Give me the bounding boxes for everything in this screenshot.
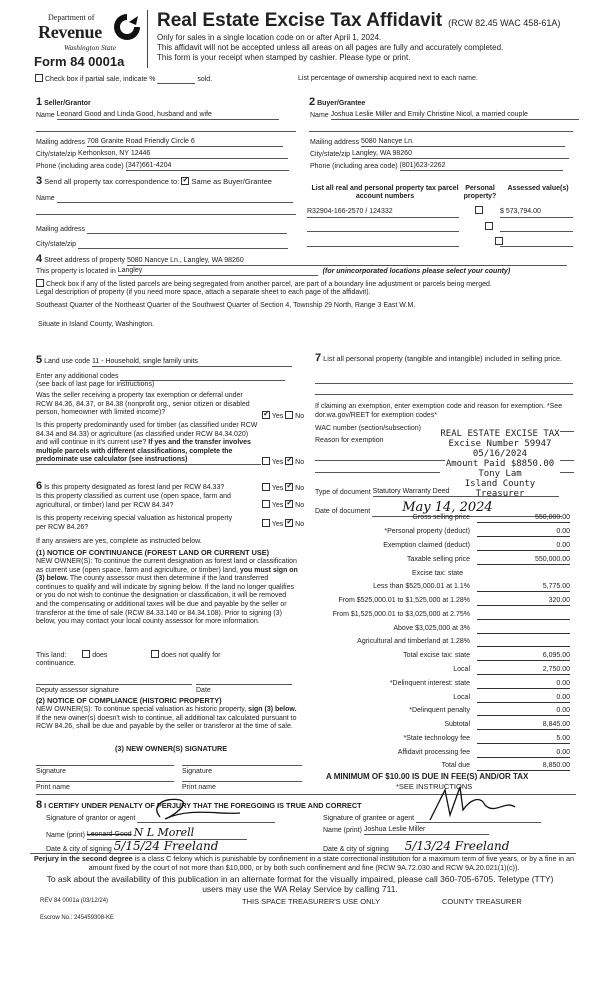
personal-property-line-1[interactable]: [315, 383, 573, 384]
corr-city-row: City/state/zip: [36, 240, 288, 249]
grantee-name-field[interactable]: Joshua Leslie Miller: [364, 826, 489, 835]
see-instructions: *SEE INSTRUCTIONS: [396, 782, 473, 791]
land-use-code-field[interactable]: 11 - Household, single family units: [92, 358, 292, 367]
seller-mailing-row: Mailing address 708 Granite Road Friendly Circle 6: [36, 138, 283, 147]
page-title: Real Estate Excise Tax Affidavit (RCW 82.45 WAC 458-61A): [157, 10, 561, 31]
assessed-value-field[interactable]: [500, 237, 573, 247]
doc-date-row: Date of document May 14, 2024: [315, 500, 562, 517]
owner-signature-line-1[interactable]: [36, 765, 174, 766]
fee-value[interactable]: 550,000.00: [477, 512, 570, 523]
corr-name-field[interactable]: [57, 194, 293, 203]
does-not-qualify-checkbox[interactable]: [151, 650, 159, 658]
forest-yes-no: Yes ✓ No: [262, 483, 304, 493]
exemption-no-checkbox[interactable]: [285, 411, 293, 419]
buyer-city-field[interactable]: Langley, WA 98260: [352, 150, 569, 159]
personal-property-line-2[interactable]: [315, 394, 573, 395]
seller-city-row: City/state/zip Kerhonkson, NY 12446: [36, 150, 288, 159]
wac-label: WAC number (section/subsection): [315, 425, 421, 432]
seller-name-field[interactable]: Leonard Good and Linda Good, husband and wife: [57, 111, 279, 120]
fee-row-tech-fee: *State technology fee 5.00: [403, 735, 570, 742]
treasurer-space-label: THIS SPACE TREASURER'S USE ONLY: [242, 897, 381, 906]
grantor-date-row: Date & city of signing 5/15/24 Freeland: [46, 839, 282, 854]
exemption-note: If claiming an exemption, enter exemption code and reason for exemption. *See dor.wa.gov/REET for exemption codes*: [315, 403, 563, 419]
current-use-question: Is this property classified as current use (open space, farm and agricultural, or timber) land per RCW 84.34?: [36, 493, 231, 509]
current-use-yes-checkbox[interactable]: [262, 500, 270, 508]
segregated-row: Check box if any of the listed parcels are being segregated from another parcel, are part of a boundary line adjustment or parcels being merged.: [36, 279, 492, 289]
forest-no-checkbox[interactable]: [285, 483, 293, 491]
accessibility-notice: To ask about the availability of this publication in an alternate format for the visually impaired, please call 360-705-6705. Teletype (TTY) users may use the WA Relay Service by calling 711.: [46, 874, 554, 894]
grantor-name-field[interactable]: Leonard Good N L Morell: [87, 826, 247, 840]
seller-mailing-field[interactable]: 708 Granite Road Friendly Circle 6: [87, 138, 283, 147]
notice2-text: NEW OWNER(S): To continue special valuation as historic property, sign (3) below. If the new owner(s) doesn't wish to continue, all additional tax calculated pursuant to RCW 84.26, shall be due and payable by the seller or transferor at the time of sale.: [36, 706, 297, 731]
seller-phone-row: Phone (including area code) (347)661-4204: [36, 162, 289, 171]
personal-property-checkbox[interactable]: [485, 222, 493, 230]
fee-value[interactable]: 0.00: [477, 526, 570, 537]
dept-name: Revenue: [38, 22, 102, 42]
current-use-no-checkbox[interactable]: [285, 500, 293, 508]
buyer-name-line2: [309, 131, 573, 132]
fee-value[interactable]: 8,850.00: [477, 760, 570, 771]
legal-label: Legal description of property (if you need more space, attach a separate sheet to each page of the affidavit).: [36, 289, 371, 296]
county-treasurer-label: COUNTY TREASURER: [442, 897, 522, 906]
fee-value[interactable]: 0.00: [477, 747, 570, 758]
fee-row-tier3: From $1,525,000.01 to $3,025,000 at 2.75%: [310, 609, 580, 622]
continuance-label: continuance.: [36, 660, 76, 667]
header-notes: Only for sales in a single location code on or after April 1, 2024. This affidavit will not be accepted unless all areas on all pages are fully and accurately completed. This form is your receipt when stamped by cashier. Please type or print.: [157, 33, 504, 62]
this-land-row: This land: does does not qualify for: [36, 652, 221, 659]
fee-value[interactable]: 5.00: [477, 733, 570, 744]
fee-row-exemption: Exemption claimed (deduct) 0.00: [383, 542, 570, 549]
grantor-date-field[interactable]: 5/15/24 Freeland: [114, 839, 282, 854]
partial-sale-percent-input[interactable]: [157, 75, 195, 84]
treasurer-stamp: REAL ESTATE EXCISE TAX Excise Number 59947 05/16/2024 Amount Paid $8850.00 Tony Lam Island County Treasurer: [440, 429, 560, 499]
current-use-yes-no: Yes ✓ No: [262, 500, 304, 510]
fee-row-excise-header: Excise tax: state: [412, 570, 463, 577]
print-name-label-2: Print name: [182, 784, 216, 791]
grantee-signature-row: Signature of grantee or agent: [323, 814, 541, 823]
doc-type-field[interactable]: Statutory Warranty Deed: [373, 488, 559, 497]
reason-line-2-tail: [560, 472, 574, 473]
fee-value[interactable]: 0.00: [477, 705, 570, 716]
fee-value[interactable]: 8,845.00: [477, 719, 570, 730]
certify-heading: 8 I CERTIFY UNDER PENALTY OF PERJURY THAT THE FOREGOING IS TRUE AND CORRECT: [36, 799, 362, 811]
fee-row-delinquent-local: Local 0.00: [453, 694, 570, 701]
personal-property-label: 7 List all personal property (tangible and intangible) included in selling price.: [315, 352, 563, 364]
minimum-notice: A MINIMUM OF $10.00 IS DUE IN FEE(S) AND/OR TAX: [326, 772, 529, 781]
rev-number: REV 84 0001a (03/12/24): [40, 898, 109, 904]
does-qualify-checkbox[interactable]: [82, 650, 90, 658]
signature-label-1: Signature: [36, 768, 66, 775]
grantor-signature-scribble-icon: [120, 795, 290, 825]
seller-phone-field[interactable]: (347)661-4204: [126, 162, 289, 171]
partial-sale-checkbox[interactable]: [35, 74, 43, 82]
grantor-name-row: Name (print) Leonard Good N L Morell: [46, 826, 247, 840]
grantee-date-row: Date & city of signing 5/13/24 Freeland: [323, 839, 529, 854]
assessed-value-field[interactable]: $ 573,794.00: [500, 208, 573, 218]
fee-row-agricultural: Agricultural and timberland at 1.28%: [310, 636, 580, 649]
fee-value[interactable]: [477, 609, 570, 620]
assessed-value-field[interactable]: [500, 222, 573, 232]
personal-col-header: Personal property?: [463, 185, 497, 201]
notice3-title: (3) NEW OWNER(S) SIGNATURE: [115, 744, 228, 753]
reason-line-1[interactable]: [315, 460, 445, 461]
same-as-buyer-checkbox[interactable]: [181, 177, 189, 185]
fee-value[interactable]: [477, 623, 570, 634]
print-name-label-1: Print name: [36, 784, 70, 791]
fee-row-processing-fee: Affidavit processing fee 0.00: [397, 749, 570, 756]
corr-mailing-field[interactable]: [87, 225, 287, 234]
state-label: Washington State: [64, 43, 117, 52]
dor-logo: [30, 10, 150, 70]
buyer-mailing-row: Mailing address 5080 Nancye Ln.: [310, 138, 565, 147]
grantor-signature-row: Signature of grantor or agent: [46, 814, 275, 823]
land-use-row: 5 Land use code 11 - Household, single family units: [36, 354, 292, 367]
notice1-text: NEW OWNER(S): To continue the current designation as forest land or classification as current use (open space, farm and agriculture, or timber) land, you must sign on (3) below. The county assessor must then determine if the land transferred continues to qualify and will indicate by signing below. If the land no longer qualifies or you do not wish to continue the designation or classification, it will be removed and the compensating or additional taxes will be due and payable by the seller or transferor at the time of sale (RCW 84.33.140 or 84.34.108). Prior to signing (3) below, you may contact your local county assessor for more information.: [36, 558, 298, 626]
perjury-notice: Perjury in the second degree is a class C felony which is punishable by confinement in a state correctional institution for a maximum term of five years, or by a fine in an amount fixed by the court of not more than $10,000, or by both such confinement and fine (RCW 9A.72.030 and RCW 9A.20.021(1)(c)).: [33, 854, 575, 872]
deputy-sig-label: Deputy assessor signature: [36, 687, 119, 694]
corr-name-line2: [36, 214, 296, 215]
doc-type-row: Type of document Statutory Warranty Deed: [315, 488, 559, 497]
legal-description-line1[interactable]: Southeast Quarter of the Northeast Quarter of the Southwest Quarter of Section 4, Township 29 North, Range 3 East W.M.: [36, 302, 416, 309]
historic-no-checkbox[interactable]: [285, 519, 293, 527]
wac-number-field[interactable]: [560, 431, 574, 432]
fee-row-tier4: Above $3,025,000 at 3%: [310, 623, 580, 636]
fee-value[interactable]: 6,095.00: [477, 650, 570, 661]
statute-ref: (RCW 82.45 WAC 458-61A): [448, 18, 561, 28]
additional-codes-hint: (see back of last page for instructions): [36, 381, 155, 388]
signature-label-2: Signature: [182, 768, 212, 775]
buyer-phone-row: Phone (including area code) (801)623-2262: [310, 162, 563, 171]
exemption-question: Was the seller receiving a property tax exemption or deferral under RCW 84.36, 84.37, or 84.38 (nonprofit org., senior citizen or disabled person, homeowner with limited income)?: [36, 392, 250, 417]
if-yes-note: If any answers are yes, complete as instructed below.: [36, 538, 202, 545]
seller-heading: 1 Seller/Grantor: [36, 96, 91, 108]
fee-value[interactable]: 5,775.00: [477, 581, 570, 592]
fee-row-total-state: Total excise tax: state 6,095.00: [403, 652, 570, 659]
owner-print-line-2[interactable]: [182, 781, 302, 782]
fee-row-gross: Gross selling price 550,000.00: [412, 514, 570, 521]
personal-property-checkbox[interactable]: [475, 206, 483, 214]
fee-row-delinquent-penalty: *Delinquent penalty 0.00: [409, 707, 570, 714]
timber-question: Is this property predominantly used for timber (as classified under RCW 84.34 and 84.33) or agriculture (as classified under RCW 84.34.020) and will continue in it's current use? If yes and the transfer involves multiple parcels with different classifications, complete the predominate use calculator (see instructions): [36, 422, 258, 464]
seller-city-field[interactable]: Kerhonkson, NY 12446: [78, 150, 288, 159]
fee-value[interactable]: [477, 636, 570, 647]
fee-value[interactable]: 2,750.00: [477, 664, 570, 675]
grantee-date-field[interactable]: 5/13/24 Freeland: [391, 839, 529, 854]
timber-no-checkbox[interactable]: [285, 457, 293, 465]
historic-yes-no: Yes ✓ No: [262, 519, 304, 529]
exemption-yes-checkbox[interactable]: [262, 411, 270, 419]
fee-row-local: Local 2,750.00: [453, 666, 570, 673]
fee-row-tier2: From $525,000.01 to $1,525,000 at 1.28% 320.00: [338, 597, 570, 604]
parcel-number-field[interactable]: R32904-166-2570 / 124332: [307, 208, 459, 218]
street-address-field[interactable]: 5080 Nancye Ln., Langley, WA 98260: [127, 257, 567, 266]
buyer-heading: 2 Buyer/Grantee: [309, 96, 366, 108]
deputy-date-label: Date: [196, 687, 211, 694]
additional-codes-row: Enter any additional codes: [36, 372, 285, 381]
deputy-date-line[interactable]: [196, 684, 292, 685]
legal-description-line2[interactable]: Situate in Island County, Washington.: [38, 321, 154, 328]
correspondence-row: 3 Send all property tax correspondence to: ✓ Same as Buyer/Grantee: [36, 175, 272, 188]
located-row: This property is located in Langley (for unincorporated locations please select your county): [36, 267, 511, 275]
dept-label: Department of: [48, 13, 95, 22]
notice2-title: (2) NOTICE OF COMPLIANCE (HISTORIC PROPERTY): [36, 696, 222, 705]
buyer-phone-field[interactable]: (801)623-2262: [400, 162, 563, 171]
buyer-mailing-field[interactable]: 5080 Nancye Ln.: [361, 138, 565, 147]
timber-yes-checkbox[interactable]: [262, 457, 270, 465]
parcel-number-field[interactable]: [307, 237, 459, 247]
reason-line-1-tail: [560, 460, 574, 461]
forest-yes-checkbox[interactable]: [262, 483, 270, 491]
historic-question: Is this property receiving special valuation as historical property per RCW 84.26?: [36, 515, 233, 531]
fee-row-subtotal: Subtotal 8,845.00: [444, 721, 570, 728]
partial-sale-row: Check box if partial sale, indicate % sold.: [35, 74, 212, 84]
seller-name-line2: [36, 131, 296, 132]
notice1-title: (1) NOTICE OF CONTINUANCE (FOREST LAND OR CURRENT USE): [36, 548, 270, 557]
timber-yes-no: Yes ✓ No: [262, 457, 304, 467]
fee-row-delinquent-state: *Delinquent interest: state 0.00: [389, 680, 570, 687]
header-divider: [147, 10, 148, 68]
street-row: 4 Street address of property 5080 Nancye Ln., Langley, WA 98260: [36, 253, 567, 266]
fee-value[interactable]: 320.00: [477, 595, 570, 606]
dor-swirl-icon: [112, 12, 142, 42]
located-in-field[interactable]: Langley: [118, 267, 318, 276]
parcel-number-field[interactable]: [307, 222, 459, 232]
corr-mailing-row: Mailing address: [36, 225, 287, 234]
form-number: Form 84 0001a: [34, 54, 125, 69]
timber-underline: [36, 464, 261, 465]
fee-value[interactable]: 550,000.00: [477, 554, 570, 565]
ownership-note: List percentage of ownership acquired next to each name.: [298, 75, 478, 82]
fee-row-total-due: Total due 8,850.00: [441, 762, 570, 769]
historic-yes-checkbox[interactable]: [262, 519, 270, 527]
doc-date-field[interactable]: May 14, 2024: [372, 500, 562, 517]
corr-city-field[interactable]: [78, 240, 288, 249]
deputy-signature-line[interactable]: [36, 684, 192, 685]
reason-label: Reason for exemption: [315, 437, 384, 444]
reason-line-2[interactable]: [315, 472, 440, 473]
fee-value[interactable]: 0.00: [477, 692, 570, 703]
buyer-name-field[interactable]: Joshua Leslie Miller and Emily Christine Nicol, a married couple: [331, 111, 579, 120]
additional-codes-field[interactable]: [120, 372, 285, 381]
fee-row-personal: *Personal property (deduct) 0.00: [384, 528, 570, 535]
segregated-checkbox[interactable]: [36, 279, 44, 287]
grantee-name-row: Name (print) Joshua Leslie Miller: [323, 826, 489, 835]
corr-name-row: Name: [36, 194, 293, 203]
buyer-name-row: Name Joshua Leslie Miller and Emily Christine Nicol, a married couple: [310, 111, 579, 120]
grantee-signature-scribble-icon: [425, 785, 545, 825]
fee-value[interactable]: 0.00: [477, 540, 570, 551]
escrow-number: Escrow No.: 245459308-KE: [40, 915, 115, 921]
exemption-yes-no: ✓ Yes No: [262, 411, 304, 421]
buyer-city-row: City/state/zip Langley, WA 98260: [310, 150, 569, 159]
value-col-header: Assessed value(s): [507, 185, 569, 192]
owner-signature-line-2[interactable]: [182, 765, 302, 766]
fee-value[interactable]: 0.00: [477, 678, 570, 689]
fee-row-taxable: Taxable selling price 550,000.00: [406, 556, 570, 563]
fee-row-tier1: Less than $525,000.01 at 1.1% 5,775.00: [373, 583, 570, 590]
parcel-col-header: List all real and personal property tax parcel account numbers: [311, 185, 459, 201]
seller-name-row: Name Leonard Good and Linda Good, husband and wife: [36, 111, 296, 120]
owner-print-line-1[interactable]: [36, 781, 174, 782]
forest-question: 6 Is this property designated as forest land per RCW 84.33?: [36, 480, 225, 492]
